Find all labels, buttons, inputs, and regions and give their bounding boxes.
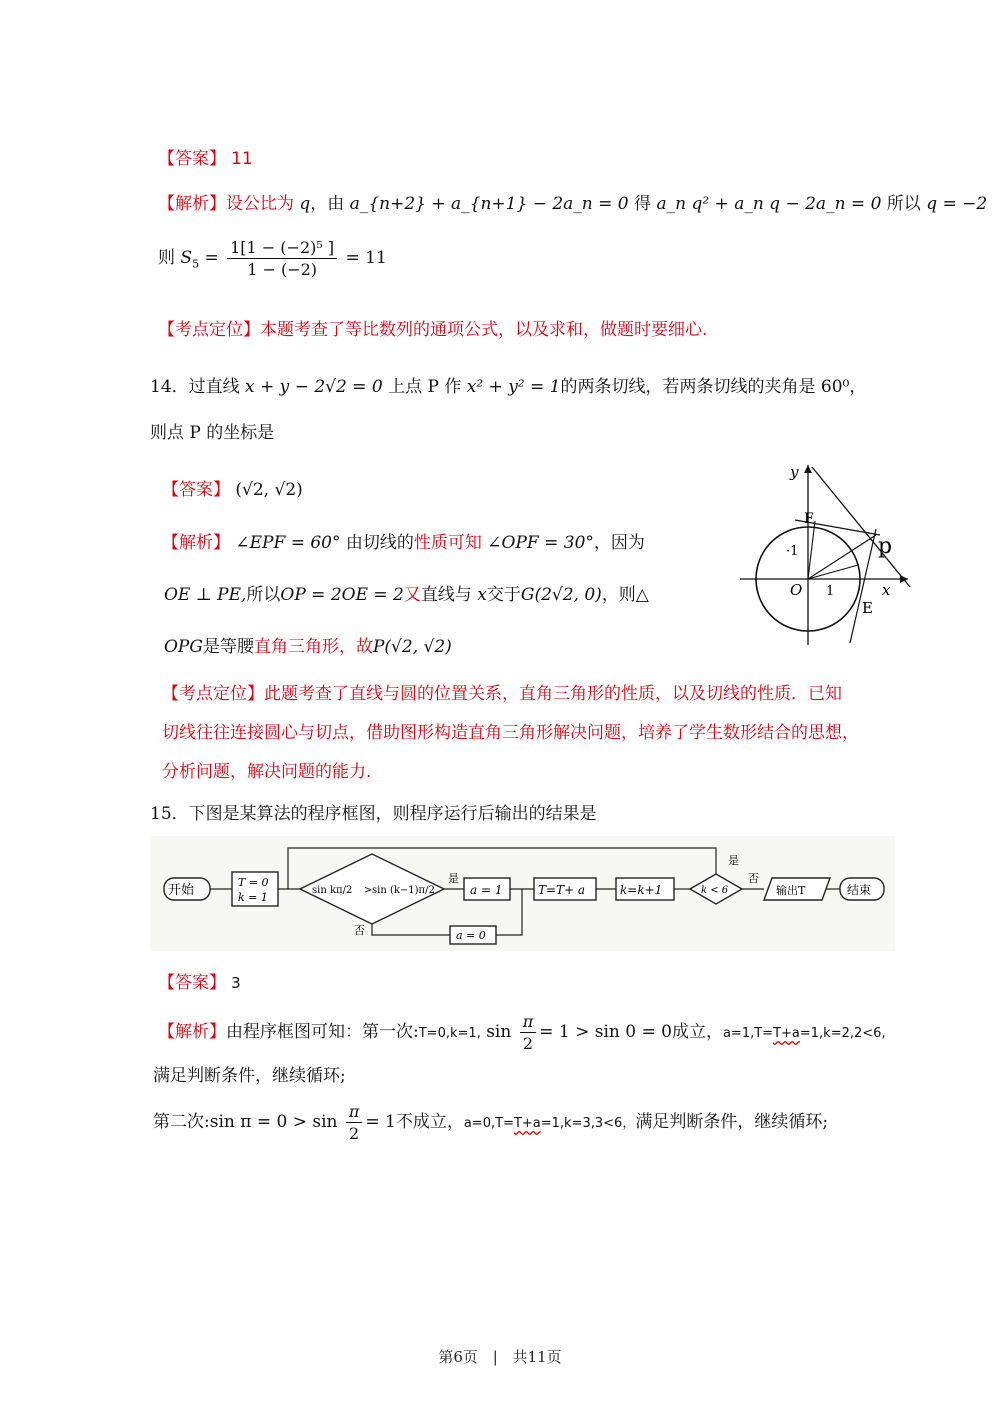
y-axis-arrow	[804, 465, 812, 473]
flow-cond2-label: k < 6	[701, 885, 729, 896]
analysis-text: T+a	[513, 1116, 541, 1131]
q15-stem-line	[150, 799, 597, 824]
analysis-text: 得	[634, 194, 652, 214]
page-number: 第6页	[438, 1348, 478, 1366]
question-number: 15．	[150, 804, 189, 824]
analysis-text: =1,k=3,3<6，	[540, 1116, 636, 1131]
question-number: 14．	[150, 377, 189, 397]
q14-analysis-line1	[162, 528, 645, 553]
footer-separator: |	[492, 1348, 498, 1366]
q13-position-line	[158, 315, 707, 340]
q14-analysis-line3	[164, 632, 452, 657]
math-q: q	[299, 194, 311, 214]
math-result: = 11	[345, 248, 387, 268]
q14-stem-line1	[150, 372, 866, 397]
analysis-text: 第二次:	[153, 1112, 210, 1132]
flow-cond-right: sin (k−1)π/2	[372, 885, 435, 896]
analysis-text: ，由	[310, 194, 345, 214]
math-fraction	[227, 238, 337, 279]
analysis-text: 又	[403, 585, 421, 605]
math-line-equation: x + y − 2√2 = 0	[245, 377, 383, 397]
analysis-label: 【解析】	[158, 194, 226, 214]
analysis-text: 直线与	[420, 585, 472, 605]
analysis-text: 由切线的	[345, 533, 414, 553]
flow-no2: 否	[748, 872, 759, 885]
math-angle-epf: ∠EPF = 60°	[235, 533, 341, 553]
math-point-g: G(2√2, 0)	[520, 585, 602, 605]
analysis-text: 满足判断条件，继续循环;	[635, 1112, 829, 1132]
math-recurrence: a_{n+2} + a_{n+1} − 2a_n = 0	[349, 194, 629, 214]
math-x: x	[477, 585, 487, 605]
flow-init-k: k = 1	[238, 891, 268, 904]
figure-label-e: E	[862, 599, 873, 617]
math-angle: 60⁰	[820, 377, 850, 397]
q14-position-line3: 分析问题，解决问题的能力.	[162, 762, 372, 782]
analysis-text: 所以	[886, 194, 921, 214]
math-triangle: OPG	[164, 637, 203, 657]
answer-label: 【答案】	[158, 149, 226, 169]
analysis-text: =1,k=2,2<6,	[799, 1026, 886, 1041]
answer-value: 11	[231, 149, 253, 169]
q13-analysis-line2: 则 $S_5$ = $\frac{\text{1[1 − (−2)⁵ ]}}{1 - (-2)}$ = 11	[158, 238, 387, 279]
math-op-length: OP = 2OE = 2	[280, 585, 404, 605]
math-equation: a_n q² + a_n q − 2a_n = 0	[656, 194, 882, 214]
q14-position-line1	[162, 679, 842, 704]
flow-init-t: T = 0	[238, 876, 269, 889]
flow-cond-gt: >	[364, 885, 373, 896]
analysis-text: 不成立，	[395, 1112, 464, 1132]
segment-oe	[808, 565, 858, 579]
analysis-text: 设公比为	[226, 194, 294, 214]
flow-yes2: 是	[728, 854, 739, 867]
line-tangent-main	[812, 467, 910, 587]
analysis-text: 是等腰	[202, 637, 254, 657]
stem-text: ，	[849, 377, 867, 397]
flow-end-label: 结束	[847, 883, 872, 897]
analysis-text: 直角三角形，故	[253, 637, 373, 657]
figure-label-p: p	[878, 534, 893, 559]
q15-analysis-line2: 满足判断条件，继续循环;	[153, 1066, 346, 1086]
fraction-numerator: π	[346, 1102, 363, 1123]
math-result: q = −2	[926, 194, 988, 214]
answer-value: (√2, √2)	[235, 480, 303, 500]
answer-label: 【答案】	[162, 480, 230, 500]
analysis-label: 【解析】	[158, 1022, 226, 1042]
q14-stem-line2: 则点 P 的坐标是	[150, 423, 275, 443]
math-fraction	[346, 1102, 363, 1143]
math-circle-equation: x² + y² = 1	[466, 377, 561, 397]
answer-value: 3	[231, 974, 241, 992]
analysis-text: 所以	[246, 585, 281, 605]
circle-tangent-figure	[740, 455, 920, 655]
analysis-text: ，则△	[601, 585, 649, 605]
fraction-denominator: 2	[349, 1124, 360, 1143]
flow-t-label: T=T+ a	[538, 883, 586, 897]
analysis-text: 则	[158, 248, 175, 268]
analysis-text: T=0,k=1,	[418, 1026, 481, 1041]
figure-label-o: O	[790, 581, 803, 599]
analysis-label: 【解析】	[162, 533, 230, 553]
program-flowchart	[150, 836, 895, 951]
analysis-text: 性质可知	[413, 533, 482, 553]
page-footer	[0, 1346, 1000, 1367]
math-angle-opf: ∠OPF = 30°	[487, 533, 594, 553]
math-point-p: P(√2, √2)	[372, 637, 452, 657]
math-sin: sin	[486, 1022, 512, 1042]
analysis-text: a=0,T=	[463, 1116, 514, 1131]
fraction-numerator: π	[520, 1012, 537, 1033]
math-value: = 1	[365, 1112, 396, 1132]
fraction-denominator: 1 − (−2)	[247, 260, 318, 279]
math-fraction	[520, 1012, 537, 1053]
math-sub: 5	[192, 257, 200, 271]
flow-yes: 是	[448, 872, 459, 885]
position-text: 此题考查了直线与圆的位置关系，直角三角形的性质，以及切线的性质．已知	[264, 684, 842, 704]
fraction-numerator: 1[1 − (−2)⁵ ]	[227, 238, 337, 259]
stem-text: 过直线	[188, 377, 240, 397]
q14-answer-line	[162, 475, 303, 500]
flow-a1-label: a = 1	[470, 883, 503, 897]
math-perpendicular: OE ⊥ PE,	[164, 585, 247, 605]
flow-no: 否	[354, 924, 365, 937]
figure-label-f: F	[804, 511, 814, 527]
q14-position-line2: 切线往往连接圆心与切点，借助图形构造直角三角形解决问题，培养了学生数形结合的思想，	[162, 723, 859, 743]
segment-of	[808, 521, 815, 579]
figure-label-x: x	[882, 581, 891, 599]
analysis-text: a=1,T=	[722, 1026, 774, 1041]
math-inequality: sin π = 0 > sin	[209, 1112, 338, 1132]
stem-text: 的两条切线，若两条切线的夹角是	[560, 377, 816, 397]
figure-label-1: 1	[826, 584, 835, 599]
fraction-denominator: 2	[522, 1034, 534, 1053]
flow-k-label: k=k+1	[620, 883, 663, 897]
analysis-text: 成立，	[671, 1022, 723, 1042]
position-label: 【考点定位】	[158, 320, 260, 340]
flow-start-label: 开始	[168, 883, 195, 898]
q15-analysis-line3	[153, 1102, 828, 1143]
math-inequality: = 1 > sin 0 = 0	[539, 1022, 672, 1042]
flow-cond-left: sin kπ/2	[312, 885, 353, 896]
flow-output-label: 输出T	[776, 884, 806, 897]
q13-analysis-line1	[158, 189, 987, 214]
position-label: 【考点定位】	[162, 684, 264, 704]
stem-text: 下图是某算法的程序框图，则程序运行后输出的结果是	[188, 804, 597, 824]
q14-analysis-line2	[164, 580, 649, 605]
answer-label: 【答案】	[158, 973, 226, 993]
page-total: 共11页	[512, 1348, 562, 1366]
flow-a0-label: a = 0	[456, 929, 486, 942]
q15-analysis-line1	[158, 1012, 886, 1053]
stem-text: 上点 P 作	[388, 377, 462, 397]
analysis-text: T+a	[773, 1026, 800, 1041]
q15-answer-line	[158, 968, 241, 993]
q13-answer-line	[158, 144, 253, 169]
figure-label-y: y	[790, 463, 799, 481]
position-text: 本题考查了等比数列的通项公式，以及求和，做题时要细心.	[260, 320, 708, 340]
analysis-text: 交于	[486, 585, 521, 605]
analysis-text: ，因为	[593, 533, 645, 553]
figure-label-neg1: ·1	[786, 544, 799, 559]
analysis-text: 由程序框图可知：第一次:	[226, 1022, 419, 1042]
tangent-line-e	[850, 529, 876, 643]
math-s: S	[180, 248, 193, 268]
